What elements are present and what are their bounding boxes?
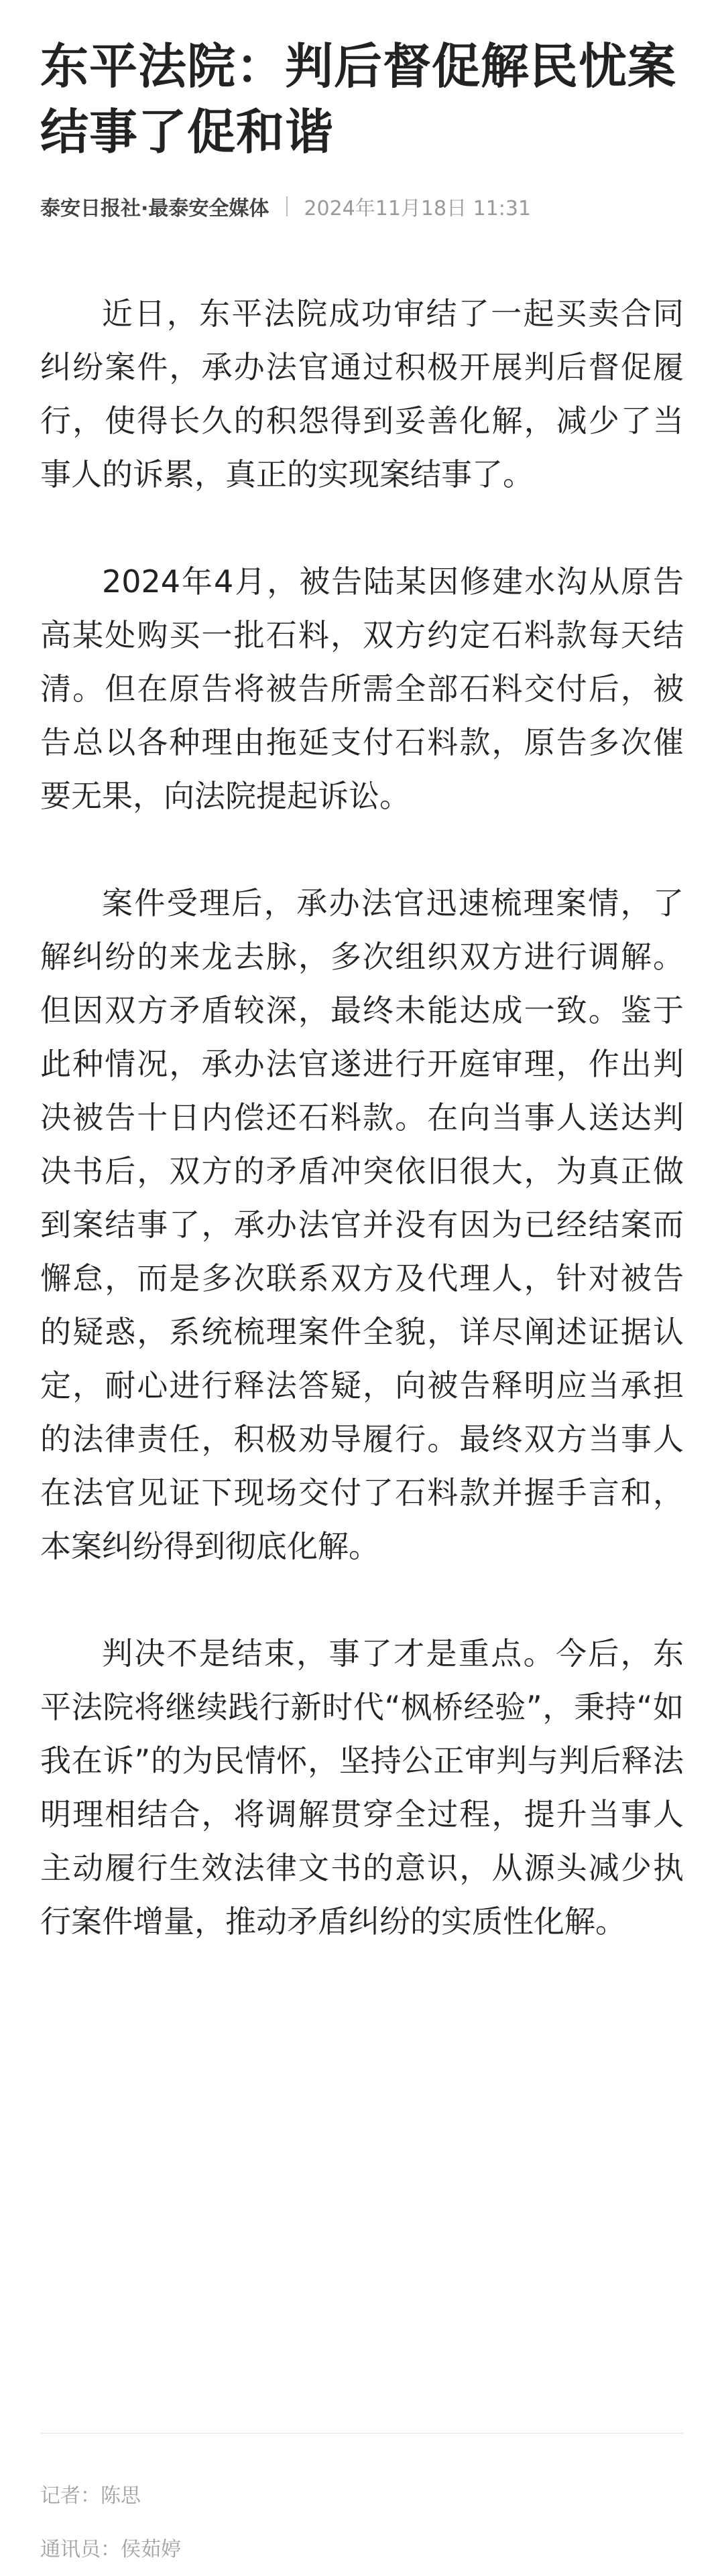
footer-divider: [40, 2433, 684, 2434]
paragraph: 近日，东平法院成功审结了一起买卖合同纠纷案件，承办法官通过积极开展判后督促履行，使得长久的积怨得到妥善化解，减少了当事人的诉累，真正的实现案结事了。: [40, 295, 684, 492]
reporter-credit: 记者：陈思: [40, 2484, 141, 2508]
correspondent-credit: 通讯员：侯茹婷: [40, 2538, 181, 2561]
paragraph: 判决不是结束，事了才是重点。今后，东平法院将继续践行新时代“枫桥经验”，秉持“如我在诉”的为民情怀，坚持公正审判与判后释法明理相结合，将调解贯穿全过程，提升当事人主动履行生效法律文书的意识，从源头减少执行案件增量，推动矛盾纠纷的实质性化解。: [40, 1635, 684, 1940]
source-name[interactable]: 泰安日报社·最泰安全媒体: [40, 197, 269, 220]
article-body: [40, 287, 684, 1948]
publish-datetime: 2024年11月18日 11:31: [304, 197, 532, 220]
article-title: 东平法院：判后督促解民忧案结事了促和谐: [40, 38, 677, 160]
meta-divider: [286, 196, 288, 216]
paragraph: 案件受理后，承办法官迅速梳理案情，了解纠纷的来龙去脉，多次组织双方进行调解。但因双方矛盾较深，最终未能达成一致。鉴于此种情况，承办法官遂进行开庭审理，作出判决被告十日内偿还石料款。在向当事人送达判决书后，双方的矛盾冲突依旧很大，为真正做到案结事了，承办法官并没有因为已经结案而懈怠，而是多次联系双方及代理人，针对被告的疑惑，系统梳理案件全貌，详尽阐述证据认定，耐心进行释法答疑，向被告释明应当承担的法律责任，积极劝导履行。最终双方当事人在法官见证下现场交付了石料款并握手言和，本案纠纷得到彻底化解。: [40, 885, 684, 1564]
article-meta: [40, 193, 684, 220]
paragraph: 2024年4月，被告陆某因修建水沟从原告高某处购买一批石料，双方约定石料款每天结清。但在原告将被告所需全部石料交付后，被告总以各种理由拖延支付石料款，原告多次催要无果，向法院提起诉讼。: [40, 563, 684, 814]
